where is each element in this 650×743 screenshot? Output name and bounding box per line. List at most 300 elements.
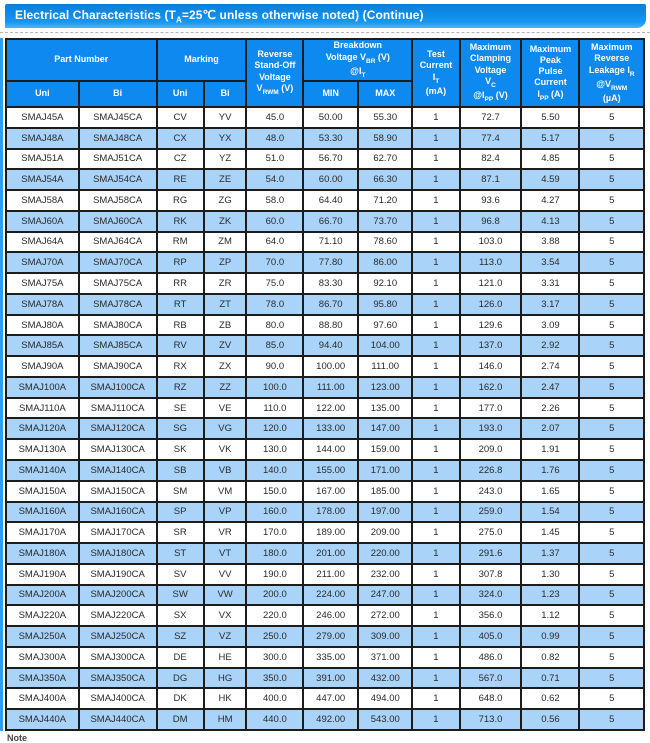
table-cell: 88.80 [303,315,358,336]
table-cell: SMAJ130CA [79,439,157,460]
table-cell: 5 [579,107,644,128]
table-cell: 78.0 [246,294,303,315]
table-cell: 1 [412,294,459,315]
table-cell: 70.0 [246,252,303,273]
table-row [6,149,644,170]
table-cell: SMAJ120A [6,418,79,439]
table-cell: RV [157,335,204,356]
table-cell: 494.00 [358,688,412,709]
table-cell: 259.0 [460,502,522,523]
table-cell: 103.0 [460,232,522,253]
table-cell: 0.62 [521,688,579,709]
table-cell: SMAJ51A [6,149,79,170]
table-cell: 648.0 [460,688,522,709]
table-cell: 86.70 [303,294,358,315]
table-cell: 178.00 [303,502,358,523]
table-cell: SMAJ150A [6,481,79,502]
table-cell: 104.00 [358,335,412,356]
table-cell: 1 [412,398,459,419]
table-cell: 51.0 [246,149,303,170]
table-cell: 1 [412,460,459,481]
table-cell: 45.0 [246,107,303,128]
table-cell: SMAJ48CA [79,128,157,149]
table-cell: SMAJ300A [6,647,79,668]
table-cell: 2.07 [521,418,579,439]
table-cell: 309.00 [358,626,412,647]
table-cell: SMAJ190A [6,564,79,585]
table-cell: SMAJ64CA [79,232,157,253]
table-cell: 64.0 [246,232,303,253]
table-cell: 279.00 [303,626,358,647]
table-cell: 371.00 [358,647,412,668]
table-row [6,232,644,253]
col-header-reverse-leakage: Maximum Reverse Leakage $I_R$ $@V_{RWM}$ (µA) [579,39,644,107]
table-cell: ZX [204,356,247,377]
table-cell: 1 [412,190,459,211]
table-cell: 72.7 [460,107,522,128]
table-cell: 170.0 [246,522,303,543]
table-cell: SMAJ110CA [79,398,157,419]
table-cell: 405.0 [460,626,522,647]
table-cell: SW [157,585,204,606]
table-cell: RM [157,232,204,253]
table-cell: SMAJ160CA [79,502,157,523]
table-cell: 5 [579,398,644,419]
table-cell: RZ [157,377,204,398]
table-cell: SE [157,398,204,419]
table-cell: 209.0 [460,439,522,460]
table-cell: 1 [412,564,459,585]
table-cell: VG [204,418,247,439]
page-edge-strip [0,38,3,731]
table-cell: SMAJ440CA [79,709,157,730]
table-cell: 0.99 [521,626,579,647]
table-cell: 55.30 [358,107,412,128]
table-row [6,377,644,398]
table-cell: RE [157,169,204,190]
table-cell: 243.0 [460,481,522,502]
table-cell: 58.0 [246,190,303,211]
table-cell: SMAJ140A [6,460,79,481]
table-cell: 3.54 [521,252,579,273]
table-cell: 1 [412,626,459,647]
table-cell: RX [157,356,204,377]
table-cell: 226.8 [460,460,522,481]
table-cell: 1 [412,502,459,523]
note-label-clipped: Note [7,733,27,743]
table-cell: VK [204,439,247,460]
table-cell: 56.70 [303,149,358,170]
table-cell: 4.13 [521,211,579,232]
table-cell: 492.00 [303,709,358,730]
table-cell: 307.8 [460,564,522,585]
table-cell: 90.0 [246,356,303,377]
table-cell: 162.0 [460,377,522,398]
table-cell: 447.00 [303,688,358,709]
table-cell: 209.00 [358,522,412,543]
col-header-max: MAX [358,81,412,107]
table-cell: 5 [579,522,644,543]
table-cell: SMAJ250CA [79,626,157,647]
table-cell: 275.0 [460,522,522,543]
table-cell: VX [204,605,247,626]
table-cell: SMAJ140CA [79,460,157,481]
table-cell: 50.00 [303,107,358,128]
table-cell: 324.0 [460,585,522,606]
table-cell: 1 [412,481,459,502]
table-cell: HK [204,688,247,709]
table-cell: SMAJ300CA [79,647,157,668]
table-cell: SMAJ440A [6,709,79,730]
table-cell: 567.0 [460,668,522,689]
table-cell: 113.0 [460,252,522,273]
table-cell: 64.40 [303,190,358,211]
table-cell: 111.00 [358,356,412,377]
table-cell: 5 [579,315,644,336]
table-cell: RR [157,273,204,294]
table-cell: SMAJ70CA [79,252,157,273]
table-cell: 432.00 [358,668,412,689]
table-row [6,709,644,730]
col-header-marking-uni: Uni [157,81,204,107]
table-cell: VZ [204,626,247,647]
table-cell: 200.0 [246,585,303,606]
table-cell: VM [204,481,247,502]
table-cell: SMAJ90CA [79,356,157,377]
table-cell: SMAJ48A [6,128,79,149]
table-cell: 300.0 [246,647,303,668]
table-cell: 1 [412,169,459,190]
table-cell: 110.0 [246,398,303,419]
table-cell: ZP [204,252,247,273]
table-cell: 66.70 [303,211,358,232]
table-cell: 5 [579,169,644,190]
table-cell: 4.85 [521,149,579,170]
table-cell: 146.0 [460,356,522,377]
table-cell: 97.60 [358,315,412,336]
col-header-part-number: Part Number [6,39,157,81]
table-cell: SMAJ75A [6,273,79,294]
table-cell: SMAJ170CA [79,522,157,543]
table-cell: SMAJ45CA [79,107,157,128]
table-cell: SMAJ120CA [79,418,157,439]
table-cell: ZT [204,294,247,315]
table-cell: 111.00 [303,377,358,398]
table-cell: 77.80 [303,252,358,273]
table-cell: 193.0 [460,418,522,439]
table-cell: 71.10 [303,232,358,253]
table-cell: 350.0 [246,668,303,689]
table-cell: 5 [579,273,644,294]
table-cell: SMAJ180A [6,543,79,564]
table-cell: 5 [579,605,644,626]
table-cell: 5 [579,252,644,273]
section-title-bar [5,4,646,28]
table-cell: ZV [204,335,247,356]
table-cell: 48.0 [246,128,303,149]
table-row [6,668,644,689]
table-cell: SMAJ400CA [79,688,157,709]
table-cell: VV [204,564,247,585]
table-cell: 189.00 [303,522,358,543]
table-cell: 5 [579,439,644,460]
table-cell: 543.00 [358,709,412,730]
table-cell: 83.30 [303,273,358,294]
table-cell: 122.00 [303,398,358,419]
table-cell: SMAJ170A [6,522,79,543]
table-cell: SK [157,439,204,460]
table-cell: HG [204,668,247,689]
table-cell: 3.31 [521,273,579,294]
table-cell: RB [157,315,204,336]
table-cell: SMAJ78CA [79,294,157,315]
col-header-min: MIN [303,81,358,107]
table-cell: SMAJ78A [6,294,79,315]
table-cell: SMAJ200A [6,585,79,606]
table-cell: 82.4 [460,149,522,170]
table-cell: SMAJ58A [6,190,79,211]
table-row [6,169,644,190]
table-cell: SMAJ350CA [79,668,157,689]
table-cell: SX [157,605,204,626]
table-cell: DG [157,668,204,689]
table-cell: 93.6 [460,190,522,211]
table-cell: 2.74 [521,356,579,377]
table-row [6,439,644,460]
table-row [6,398,644,419]
table-cell: VP [204,502,247,523]
table-cell: SMAJ160A [6,502,79,523]
table-cell: 190.0 [246,564,303,585]
table-cell: 1 [412,273,459,294]
table-cell: CZ [157,149,204,170]
table-cell: 1 [412,315,459,336]
table-row [6,335,644,356]
table-cell: 1.91 [521,439,579,460]
table-cell: 5 [579,149,644,170]
table-cell: 5 [579,211,644,232]
table-cell: 5 [579,232,644,253]
table-cell: SB [157,460,204,481]
table-cell: 1.23 [521,585,579,606]
table-cell: 1 [412,418,459,439]
table-cell: 1 [412,252,459,273]
table-cell: CV [157,107,204,128]
table-row [6,543,644,564]
table-cell: SMAJ110A [6,398,79,419]
table-cell: 232.00 [358,564,412,585]
table-cell: 130.0 [246,439,303,460]
table-cell: 1 [412,335,459,356]
table-cell: 73.70 [358,211,412,232]
table-cell: 160.0 [246,502,303,523]
table-cell: 220.00 [358,543,412,564]
table-cell: SMAJ60A [6,211,79,232]
dashed-separator [0,32,650,33]
table-cell: 5 [579,647,644,668]
table-cell: 100.00 [303,356,358,377]
table-cell: 77.4 [460,128,522,149]
table-cell: 5 [579,709,644,730]
table-cell: 1.12 [521,605,579,626]
table-cell: 177.0 [460,398,522,419]
table-row [6,356,644,377]
table-cell: SMAJ45A [6,107,79,128]
table-cell: 224.00 [303,585,358,606]
table-row [6,605,644,626]
table-cell: 86.00 [358,252,412,273]
table-cell: 180.0 [246,543,303,564]
table-cell: 3.09 [521,315,579,336]
table-cell: 211.00 [303,564,358,585]
table-cell: 1.65 [521,481,579,502]
table-cell: SMAJ190CA [79,564,157,585]
table-cell: SMAJ60CA [79,211,157,232]
table-cell: 71.20 [358,190,412,211]
table-cell: ZZ [204,377,247,398]
table-cell: 220.0 [246,605,303,626]
table-cell: 2.92 [521,335,579,356]
table-cell: 247.00 [358,585,412,606]
table-cell: 185.00 [358,481,412,502]
table-cell: 1 [412,128,459,149]
table-cell: 171.00 [358,460,412,481]
table-cell: SMAJ70A [6,252,79,273]
table-cell: 5 [579,128,644,149]
table-cell: DM [157,709,204,730]
table-cell: SMAJ100CA [79,377,157,398]
table-cell: 3.17 [521,294,579,315]
table-cell: 291.6 [460,543,522,564]
table-cell: 135.00 [358,398,412,419]
table-cell: 150.0 [246,481,303,502]
table-row [6,211,644,232]
col-header-test-current: Test Current $I_T$ (mA) [412,39,459,107]
table-cell: 78.60 [358,232,412,253]
table-cell: 5 [579,543,644,564]
table-cell: SG [157,418,204,439]
table-cell: SMAJ250A [6,626,79,647]
table-cell: 100.0 [246,377,303,398]
table-cell: HE [204,647,247,668]
electrical-characteristics-table [5,38,645,731]
table-cell: 5.50 [521,107,579,128]
table-cell: 126.0 [460,294,522,315]
table-cell: YV [204,107,247,128]
table-cell: 5.17 [521,128,579,149]
table-cell: 58.90 [358,128,412,149]
col-header-breakdown: Breakdown Voltage $V_{BR}$ (V) $@I_T$ [303,39,412,81]
table-cell: 159.00 [358,439,412,460]
table-cell: RG [157,190,204,211]
table-cell: 121.0 [460,273,522,294]
table-cell: 4.59 [521,169,579,190]
table-cell: 0.82 [521,647,579,668]
table-row [6,128,644,149]
table-cell: 167.00 [303,481,358,502]
table-row [6,107,644,128]
table-cell: 1 [412,211,459,232]
table-cell: 140.0 [246,460,303,481]
table-cell: SMAJ220CA [79,605,157,626]
col-header-marking-bi: Bi [204,81,247,107]
table-cell: SP [157,502,204,523]
table-row [6,418,644,439]
table-cell: SMAJ150CA [79,481,157,502]
table-cell: 400.0 [246,688,303,709]
table-cell: 1 [412,688,459,709]
table-cell: 5 [579,190,644,211]
col-header-peak-pulse-current: Maximum Peak Pulse Current $I_{PP}$ (A) [521,39,579,107]
table-row [6,647,644,668]
table-cell: 123.00 [358,377,412,398]
table-cell: RK [157,211,204,232]
table-cell: RT [157,294,204,315]
table-cell: SMAJ180CA [79,543,157,564]
table-cell: 1 [412,668,459,689]
table-cell: 66.30 [358,169,412,190]
table-cell: 1 [412,356,459,377]
table-cell: 54.0 [246,169,303,190]
table-cell: 5 [579,377,644,398]
table-cell: SMAJ75CA [79,273,157,294]
table-cell: 356.0 [460,605,522,626]
col-header-marking: Marking [157,39,247,81]
col-header-part-uni: Uni [6,81,79,107]
table-cell: ZR [204,273,247,294]
table-cell: 1 [412,439,459,460]
table-cell: 87.1 [460,169,522,190]
table-cell: 2.26 [521,398,579,419]
table-cell: 1 [412,543,459,564]
table-cell: 1 [412,149,459,170]
table-cell: SMAJ400A [6,688,79,709]
table-cell: 5 [579,668,644,689]
table-cell: RP [157,252,204,273]
table-cell: 4.27 [521,190,579,211]
table-cell: SMAJ54CA [79,169,157,190]
table-cell: 62.70 [358,149,412,170]
table-cell: SMAJ220A [6,605,79,626]
table-cell: ZE [204,169,247,190]
col-header-part-bi: Bi [79,81,157,107]
table-cell: 5 [579,460,644,481]
table-cell: SMAJ80A [6,315,79,336]
table-row [6,626,644,647]
table-cell: SMAJ350A [6,668,79,689]
table-cell: SMAJ85CA [79,335,157,356]
table-row [6,481,644,502]
table-cell: ZM [204,232,247,253]
table-cell: 96.8 [460,211,522,232]
table-cell: 5 [579,335,644,356]
table-cell: 0.71 [521,668,579,689]
table-cell: 80.0 [246,315,303,336]
table-cell: ZK [204,211,247,232]
table-cell: SMAJ54A [6,169,79,190]
table-cell: 3.88 [521,232,579,253]
table-cell: VW [204,585,247,606]
table-row [6,460,644,481]
table-cell: 486.0 [460,647,522,668]
table-cell: 1 [412,107,459,128]
table-cell: SM [157,481,204,502]
table-cell: 1.45 [521,522,579,543]
table-row [6,522,644,543]
table-cell: 335.00 [303,647,358,668]
table-cell: 75.0 [246,273,303,294]
table-cell: 120.0 [246,418,303,439]
